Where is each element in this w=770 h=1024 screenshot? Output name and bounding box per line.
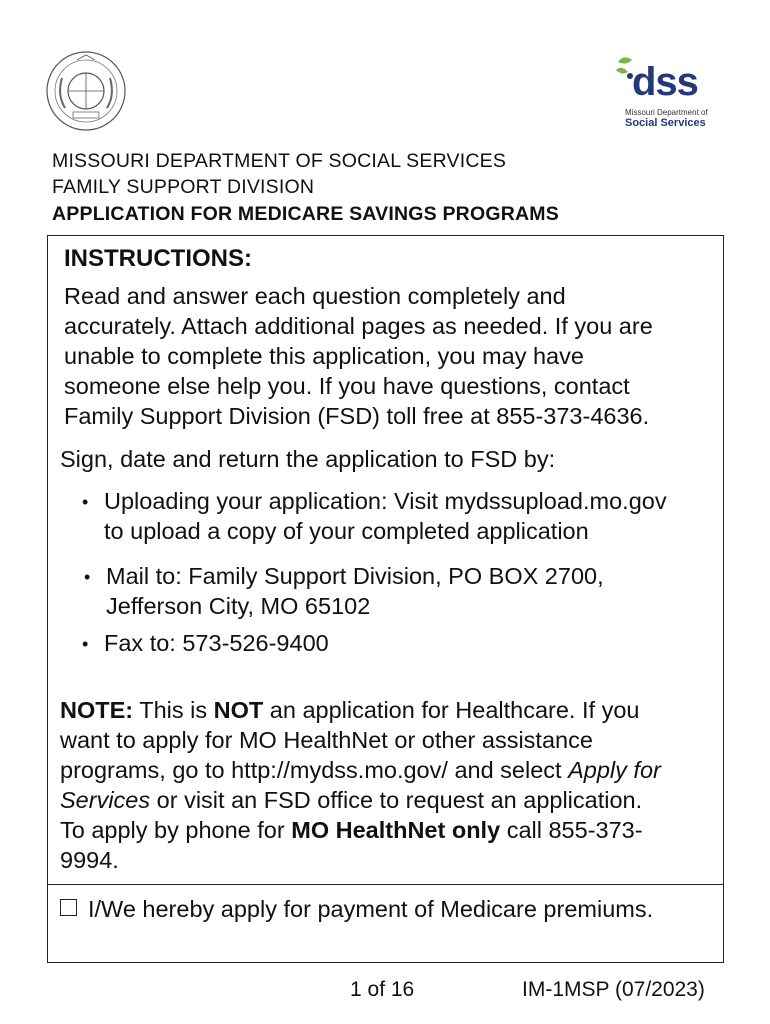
bullet-icon: •	[84, 567, 91, 587]
bullet-icon: •	[82, 492, 89, 512]
instructions-line: someone else help you. If you have questions, contact	[64, 373, 630, 399]
note-line	[60, 817, 643, 844]
note-emphasis: NOT	[213, 697, 264, 723]
note-text: or visit an FSD office to request an application.	[150, 787, 643, 813]
note-text: programs, go to http://mydss.mo.gov/ and select	[60, 757, 569, 783]
instructions-line: Read and answer each question completely and	[64, 283, 566, 309]
note-label: NOTE:	[60, 697, 134, 723]
upload-option-line: Uploading your application: Visit mydssupload.mo.gov	[104, 488, 667, 514]
upload-option-line: to upload a copy of your completed application	[104, 518, 589, 544]
note-emphasis: MO HealthNet only	[291, 817, 501, 843]
note-text: This is	[133, 697, 214, 723]
missouri-seal-logo	[45, 50, 127, 132]
apply-medicare-checkbox[interactable]	[60, 899, 77, 916]
dss-logo-name: Social Services	[625, 117, 706, 129]
apply-for-services-text: Apply for	[568, 757, 661, 783]
fax-option-line: Fax to: 573-526-9400	[104, 630, 329, 656]
apply-medicare-label: I/We hereby apply for payment of Medicare premiums.	[88, 896, 654, 922]
form-id: IM-1MSP (07/2023)	[522, 978, 705, 1001]
division-heading: FAMILY SUPPORT DIVISION	[52, 176, 315, 198]
note-line	[60, 697, 639, 724]
form-title: APPLICATION FOR MEDICARE SAVINGS PROGRAMS	[52, 203, 559, 225]
mail-option-line: Mail to: Family Support Division, PO BOX 2700,	[106, 563, 604, 589]
box-divider	[47, 884, 724, 885]
instructions-line: unable to complete this application, you may have	[64, 343, 584, 369]
instructions-line: accurately. Attach additional pages as needed. If you are	[64, 313, 653, 339]
return-instructions: Sign, date and return the application to FSD by:	[60, 446, 556, 472]
dss-logo-word: dss	[632, 60, 698, 104]
instructions-title: INSTRUCTIONS:	[64, 245, 252, 272]
apply-for-services-text: Services	[60, 787, 151, 813]
note-text: an application for Healthcare. If you	[263, 697, 640, 723]
note-line	[60, 787, 642, 814]
instructions-line: Family Support Division (FSD) toll free at 855-373-4636.	[64, 403, 650, 429]
bullet-icon: •	[82, 634, 89, 654]
note-line: want to apply for MO HealthNet or other assistance	[60, 727, 593, 753]
dss-logo-subtitle: Missouri Department of	[625, 108, 708, 117]
mail-option-line: Jefferson City, MO 65102	[106, 593, 371, 619]
note-text: call 855-373-	[500, 817, 643, 843]
note-line	[60, 757, 661, 784]
department-heading: MISSOURI DEPARTMENT OF SOCIAL SERVICES	[52, 150, 507, 172]
note-line: 9994.	[60, 847, 119, 873]
note-text: To apply by phone for	[60, 817, 292, 843]
page-number: 1 of 16	[350, 978, 415, 1001]
